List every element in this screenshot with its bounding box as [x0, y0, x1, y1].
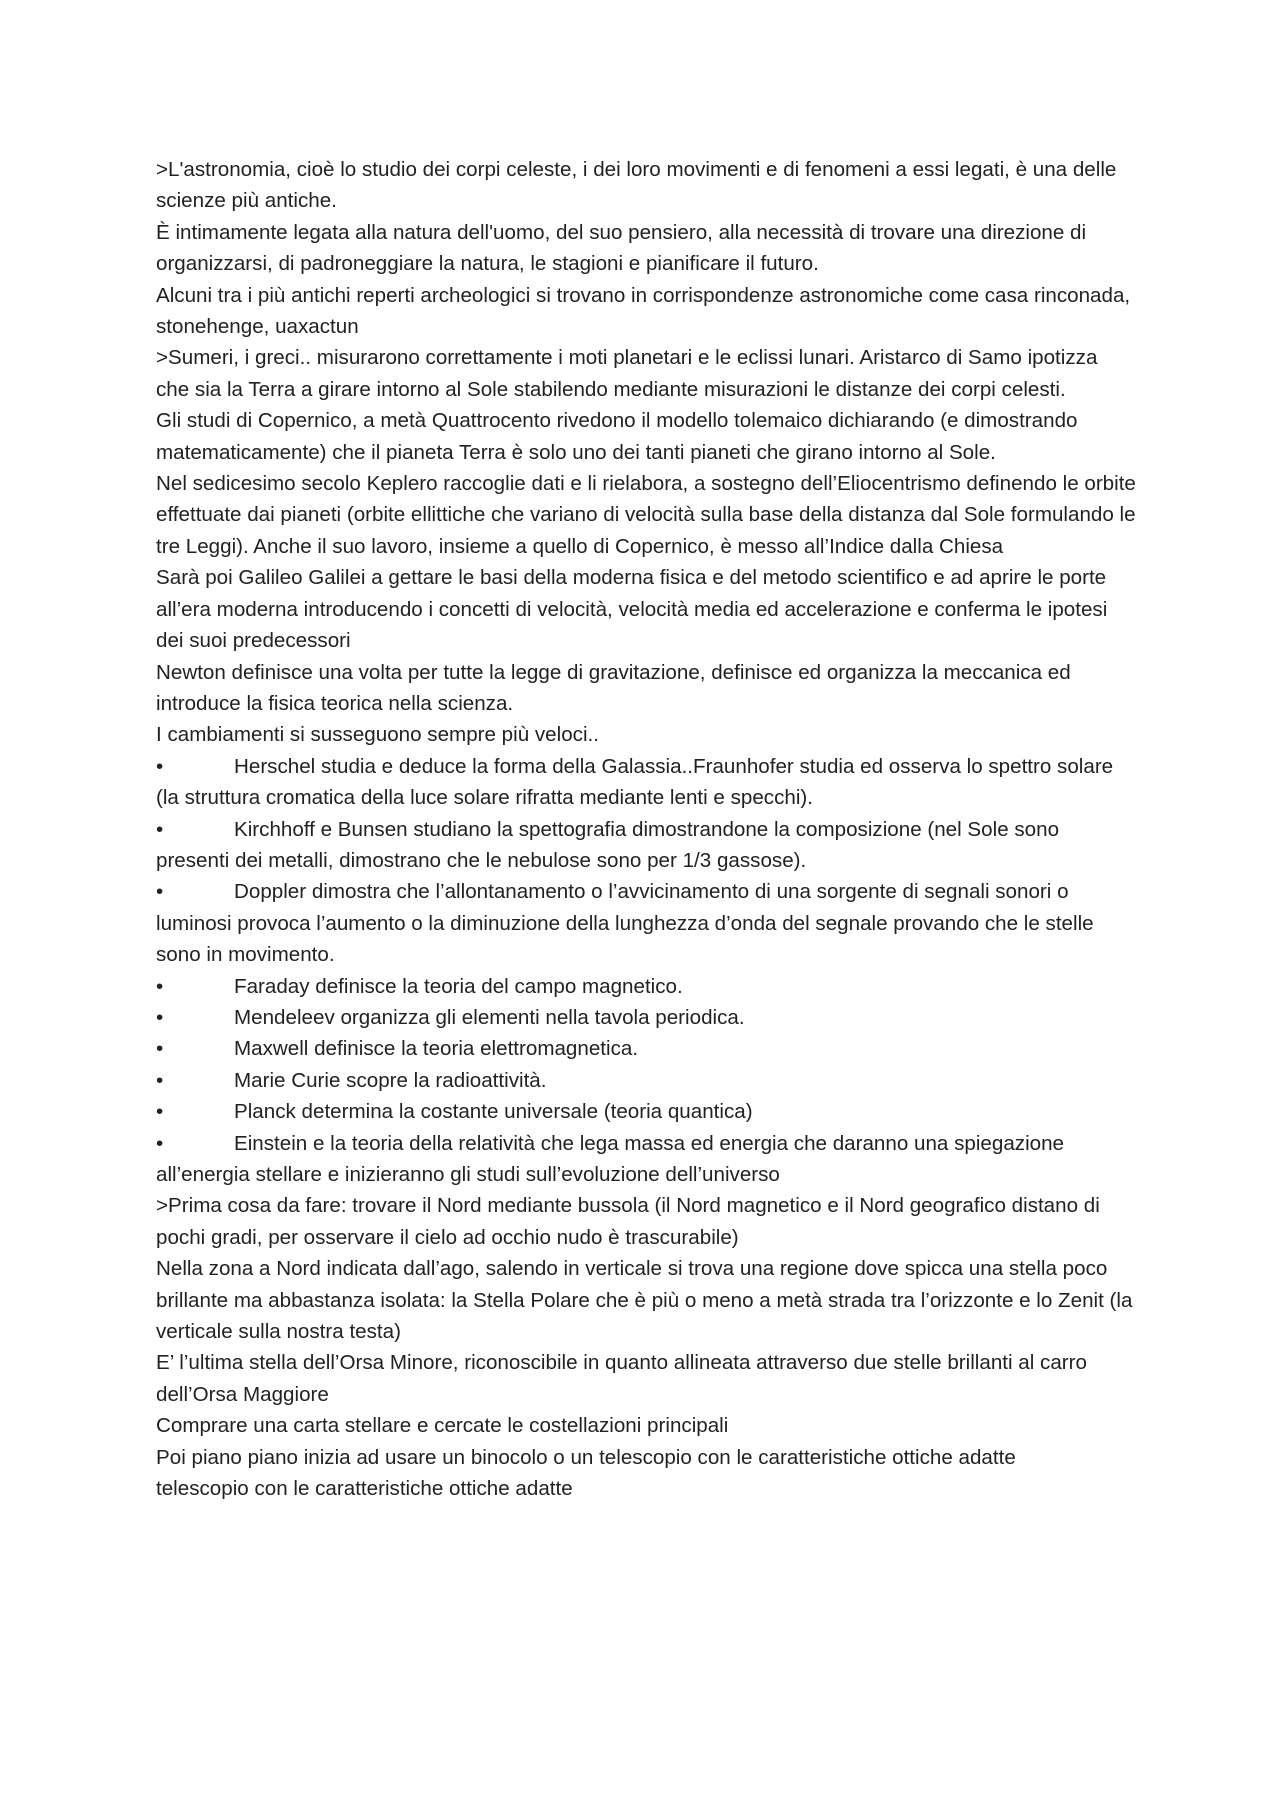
bullet-item	[156, 876, 1136, 970]
paragraph-nature: È intimamente legata alla natura dell'uomo, del suo pensiero, alla necessità di trovare una direzione di organizzarsi, di padroneggiare la natura, le stagioni e pianificare il futuro.	[156, 220, 1087, 276]
bullet-marker: •	[156, 1068, 164, 1092]
bullet-text: Mendeleev organizza gli elementi nella tavola periodica.	[234, 1005, 745, 1029]
document-body	[156, 154, 1136, 1504]
paragraph-copernicus: Gli studi di Copernico, a metà Quattrocento rivedono il modello tolemaico dichiarando (e dimostrando matematicamente) che il pianeta Terra è solo uno dei tanti pianeti che girano intorno al Sole.	[156, 409, 1078, 464]
paragraph-north: >Prima cosa da fare: trovare il Nord mediante bussola (il Nord magnetico e il Nord geografico distano di pochi gradi, per osservare il cielo ad occhio nudo è trascurabile)	[156, 1194, 1100, 1249]
bullet-marker: •	[156, 1100, 164, 1124]
bullet-text: Herschel studia e deduce la forma della Galassia..Fraunhofer studia ed osserva lo spettro solare (la struttura cromatica della luce solare rifratta mediante lenti e specchi).	[156, 754, 1114, 810]
paragraph-intro: >L'astronomia, cioè lo studio dei corpi celeste, i dei loro movimenti e di fenomeni a essi legati, è una delle scienze più antiche.	[156, 158, 1117, 213]
bullet-item	[156, 814, 1136, 877]
bullet-text: Doppler dimostra che l’allontanamento o l’avvicinamento di una sorgente di segnali sonori o luminosi provoca l’aumento o la diminuzione della lunghezza d’onda del segnale provando che le stelle sono in movimento.	[156, 880, 1094, 967]
paragraph-telescope: telescopio con le caratteristiche ottiche adatte	[156, 1477, 573, 1501]
bullet-item	[156, 1128, 1136, 1191]
bullet-marker: •	[156, 974, 164, 998]
bullet-marker: •	[156, 880, 164, 904]
paragraph-newton: Newton definisce una volta per tutte la legge di gravitazione, definisce ed organizza la meccanica ed introduce la fisica teorica nella scienza.	[156, 660, 1071, 715]
bullet-item	[156, 751, 1136, 814]
bullet-marker: •	[156, 817, 164, 841]
paragraph-ursa-minor: E’ l’ultima stella dell’Orsa Minore, riconoscibile in quanto allineata attraverso due stelle brillanti al carro dell’Orsa Maggiore	[156, 1351, 1087, 1406]
bullet-text: Planck determina la costante universale (teoria quantica)	[234, 1100, 753, 1124]
paragraph-binocular: Poi piano piano inizia ad usare un binocolo o un telescopio con le caratteristiche ottiche adatte	[156, 1445, 1016, 1469]
bullet-item	[156, 1002, 1136, 1033]
paragraph-kepler: Nel sedicesimo secolo Keplero raccoglie dati e li rielabora, a sostegno dell’Eliocentrismo definendo le orbite effettuate dai pianeti (orbite ellittiche che variano di velocità sulla base della distanza dal Sole formulando le tre Leggi). Anche il suo lavoro, insieme a quello di Copernico, è messo all’Indice dalla Chiesa	[156, 472, 1136, 558]
bullet-marker: •	[156, 754, 164, 778]
bullet-text: Marie Curie scopre la radioattività.	[234, 1068, 547, 1092]
bullet-text: Einstein e la teoria della relatività che lega massa ed energia che daranno una spiegazione all’energia stellare e inizieranno gli studi sull’evoluzione dell’universo	[156, 1131, 1065, 1186]
bullet-marker: •	[156, 1005, 164, 1029]
bullet-item	[156, 1065, 1136, 1096]
bullet-item	[156, 1033, 1136, 1064]
paragraph-archaeology: Alcuni tra i più antichi reperti archeologici si trovano in corrispondenze astronomiche come casa rinconada, stonehenge, uaxactun	[156, 283, 1131, 339]
bullet-marker: •	[156, 1131, 164, 1155]
bullet-item	[156, 971, 1136, 1002]
paragraph-galileo: Sarà poi Galileo Galilei a gettare le basi della moderna fisica e del metodo scientifico e ad aprire le porte all’era moderna introducendo i concetti di velocità, velocità media ed accelerazione e conferma le ipotesi dei suoi predecessori	[156, 566, 1108, 653]
bullet-item	[156, 1096, 1136, 1127]
paragraph-polaris: Nella zona a Nord indicata dall’ago, salendo in verticale si trova una regione dove spicca una stella poco brillante ma abbastanza isolata: la Stella Polare che è più o meno a metà strada tra l’orizzonte e lo Zenit (la verticale sulla nostra testa)	[156, 1257, 1133, 1344]
paragraph-star-chart: Comprare una carta stellare e cercate le costellazioni principali	[156, 1414, 729, 1438]
paragraph-changes: I cambiamenti si susseguono sempre più veloci..	[156, 723, 599, 747]
bullet-text: Maxwell definisce la teoria elettromagnetica.	[234, 1037, 639, 1061]
paragraph-sumerians: >Sumeri, i greci.. misurarono correttamente i moti planetari e le eclissi lunari. Aristarco di Samo ipotizza che sia la Terra a girare intorno al Sole stabilendo mediante misurazioni le distanze dei corpi celesti.	[156, 346, 1098, 401]
bullet-text: Faraday definisce la teoria del campo magnetico.	[234, 974, 683, 998]
bullet-marker: •	[156, 1037, 164, 1061]
bullet-text: Kirchhoff e Bunsen studiano la spettografia dimostrandone la composizione (nel Sole sono presenti dei metalli, dimostrano che le nebulose sono per 1/3 gassose).	[156, 817, 1060, 872]
